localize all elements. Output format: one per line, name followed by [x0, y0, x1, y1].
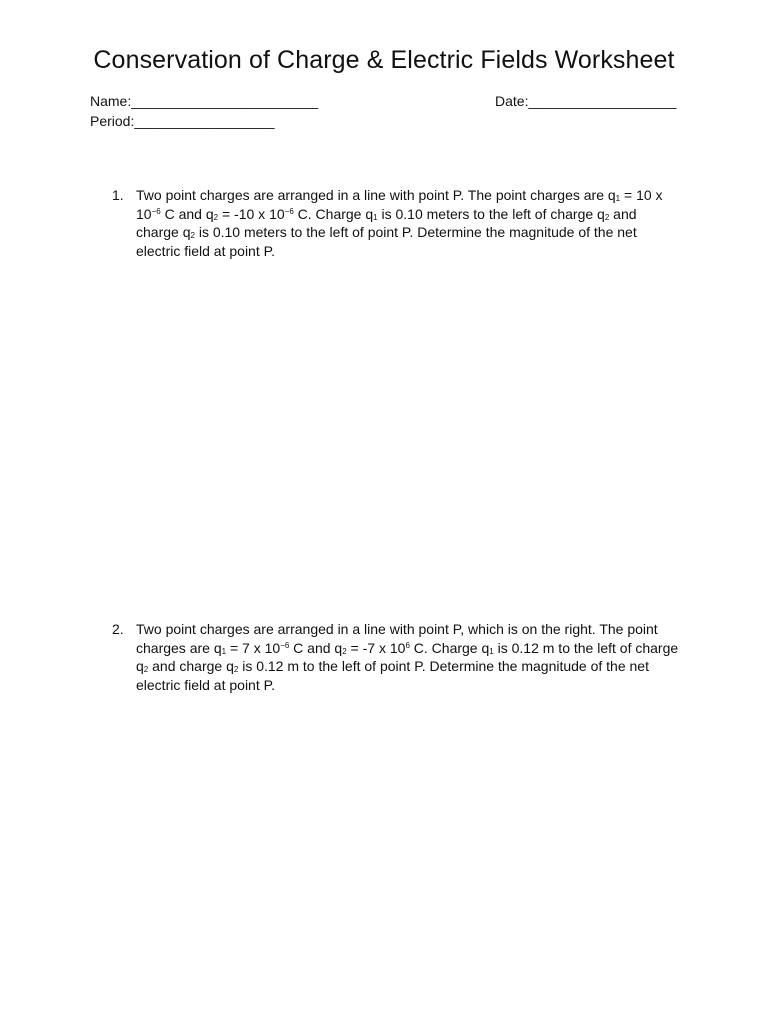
name-field: Name:________________________ — [90, 93, 319, 109]
exponent: 6 — [405, 640, 410, 650]
period-field: Period:__________________ — [90, 113, 275, 129]
text-run: is 0.10 meters to the left of point P. Determine the magnitude of the net electric field at point P. — [136, 224, 637, 260]
text-run: Two point charges are arranged in a line with point P. The point charges are q — [136, 187, 616, 203]
text-run: C and q — [289, 639, 343, 656]
text-run: and charge q — [148, 658, 234, 675]
exponent: −6 — [280, 640, 290, 650]
text-run: = 7 x 10 — [226, 639, 281, 656]
question-1 — [112, 186, 682, 261]
exponent: −6 — [284, 206, 294, 216]
text-run: and charge q — [136, 205, 637, 241]
worksheet-title: Conservation of Charge & Electric Fields Worksheet — [93, 46, 675, 74]
subscript: 2 — [604, 212, 610, 222]
question-2 — [112, 620, 682, 695]
text-run: is 0.12 m to the left of charge q — [136, 639, 679, 675]
text-run: C. Charge q — [409, 639, 490, 656]
subscript: 1 — [615, 194, 621, 203]
text-run: C and q — [160, 205, 214, 222]
text-run: = 10 x 10 — [136, 187, 663, 222]
subscript: 2 — [342, 646, 347, 656]
exponent: −6 — [151, 206, 161, 216]
text-run: C. Charge q — [293, 205, 374, 222]
subscript: 1 — [489, 646, 494, 656]
text-run: is 0.10 meters to the left of charge q — [377, 205, 605, 222]
question-number: 2. — [112, 621, 124, 637]
question-text — [136, 620, 681, 695]
text-run: = -7 x 10 — [346, 639, 406, 656]
subscript: 2 — [213, 212, 219, 222]
subscript: 2 — [190, 231, 195, 241]
text-run: = -10 x 10 — [218, 205, 285, 222]
subscript: 1 — [373, 212, 378, 222]
question-text — [136, 186, 681, 261]
subscript: 2 — [143, 665, 149, 675]
subscript: 2 — [233, 665, 239, 675]
text-run: is 0.12 m to the left of point P. Determine the magnitude of the net electric field at point P. — [136, 658, 649, 694]
subscript: 1 — [221, 646, 227, 656]
date-field: Date:___________________ — [495, 93, 677, 109]
question-number: 1. — [112, 187, 124, 203]
text-run: Two point charges are arranged in a line with point P, which is on the right. The point charges are q — [136, 621, 658, 656]
